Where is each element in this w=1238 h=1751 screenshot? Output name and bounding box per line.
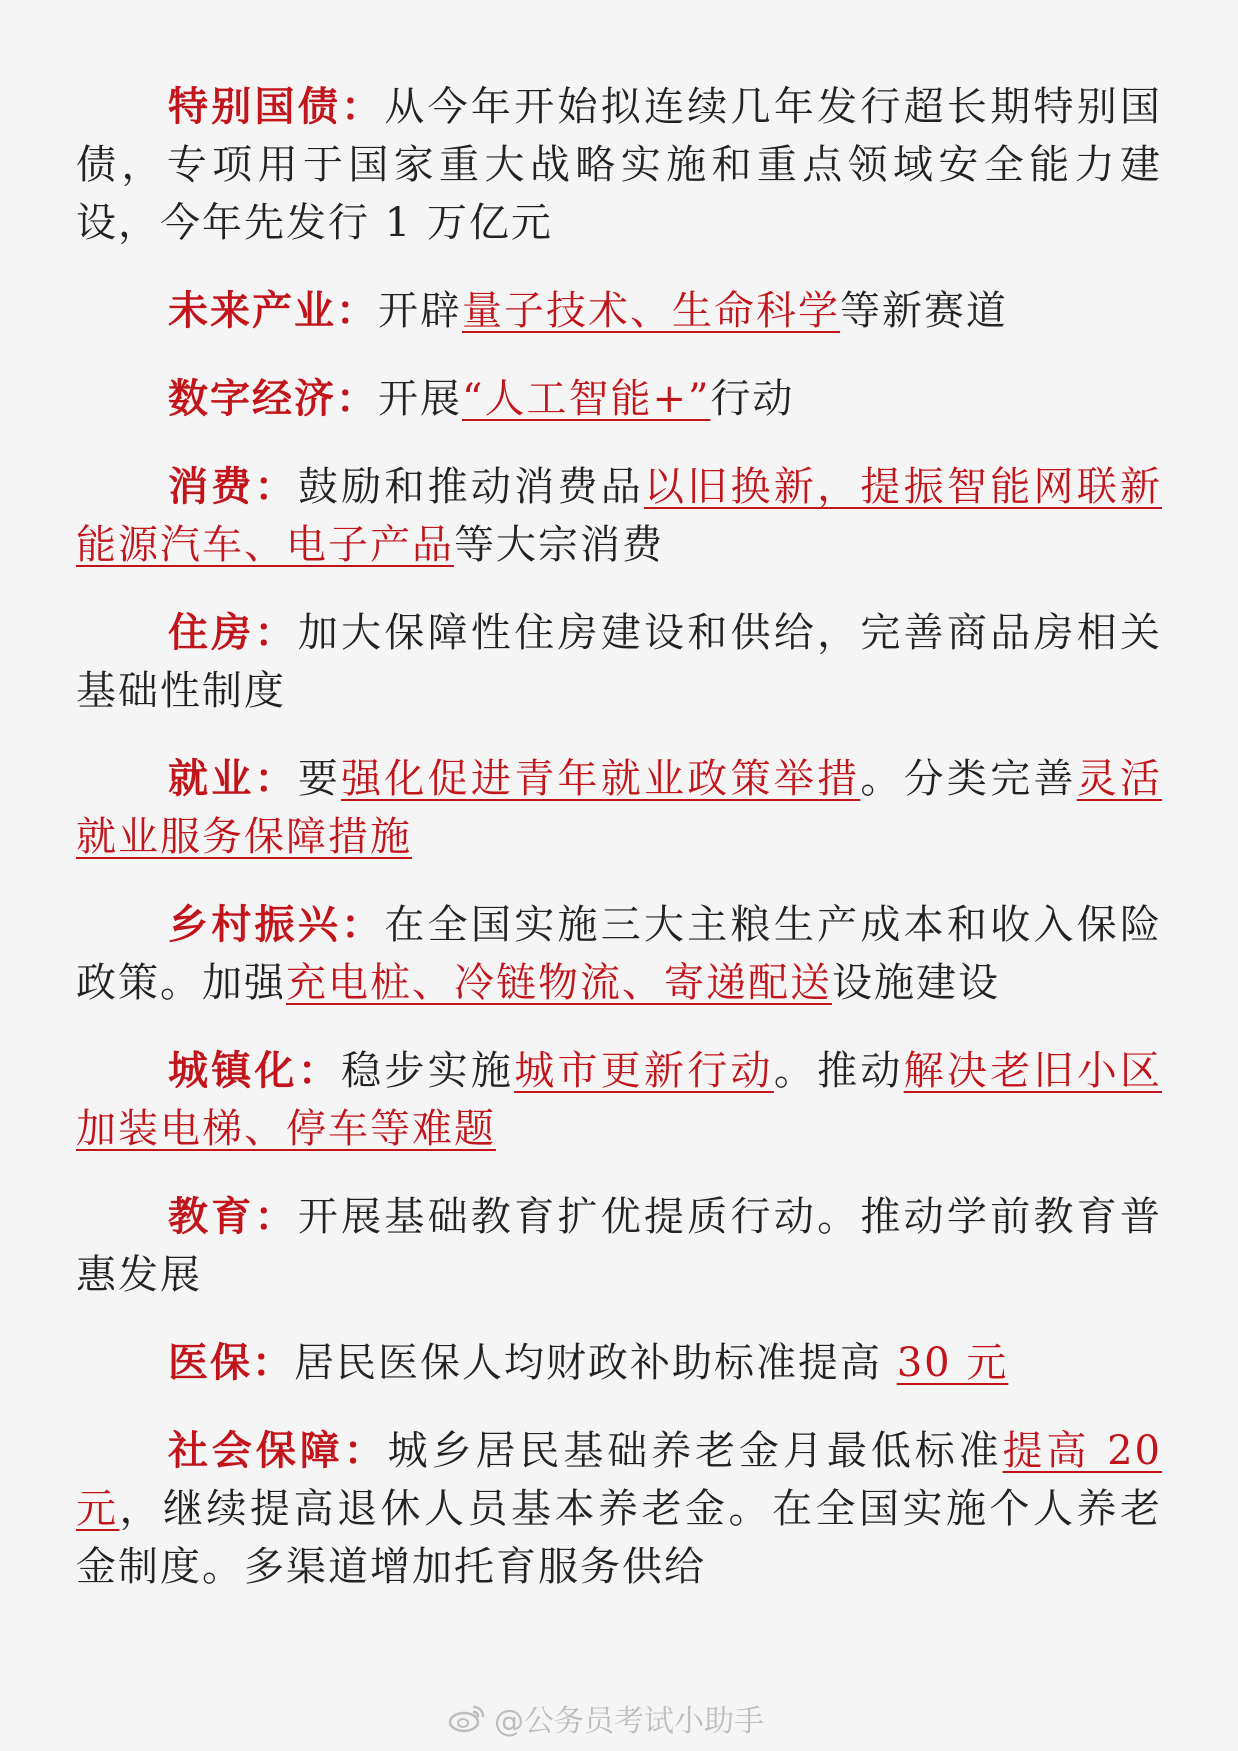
item-housing	[76, 604, 1162, 720]
item-label: 医保：	[168, 1340, 294, 1386]
item-text: 城乡居民基础养老金月最低标准	[387, 1428, 1003, 1474]
item-digital-economy	[76, 370, 1162, 428]
item-label: 特别国债：	[168, 84, 385, 130]
item-highlight: 量子技术、生命科学	[462, 288, 840, 334]
item-text: 。推动	[773, 1048, 904, 1094]
item-text: 行动	[710, 376, 795, 422]
item-highlight: 城市更新行动	[514, 1048, 774, 1094]
item-label: 数字经济：	[168, 376, 378, 422]
item-label: 未来产业：	[168, 288, 378, 334]
item-text: 开展	[378, 376, 462, 422]
item-medical-insurance	[76, 1334, 1162, 1392]
item-label: 乡村振兴：	[168, 902, 385, 948]
item-text: 从今年开始拟连续几年发行超长期特别国债，专项用于国家重大战略实施和重点领域安全能力建设，今年先发行 1 万亿元	[76, 84, 1163, 246]
weibo-icon	[448, 1703, 486, 1733]
item-text: 稳步实施	[341, 1048, 515, 1094]
item-label: 社会保障：	[168, 1428, 388, 1474]
item-highlight: 30 元	[896, 1340, 1009, 1386]
item-special-bonds	[76, 78, 1162, 252]
item-highlight: “人工智能+”	[462, 376, 711, 422]
item-text: 。分类完善	[860, 756, 1077, 802]
item-future-industries	[76, 282, 1162, 340]
item-text: 开辟	[378, 288, 462, 334]
item-text: ，继续提高退休人员基本养老金。在全国实施个人养老金制度。多渠道增加托育服务供给	[76, 1486, 1162, 1590]
item-label: 就业：	[168, 756, 298, 802]
item-text: 鼓励和推动消费品	[297, 464, 645, 510]
item-highlight: 提高 20 元	[76, 1428, 1163, 1532]
item-text: 等新赛道	[840, 288, 1008, 334]
item-label: 住房：	[168, 610, 298, 656]
item-text: 开展基础教育扩优提质行动。推动学前教育普惠发展	[76, 1194, 1163, 1298]
item-highlight: 强化促进青年就业政策举措	[341, 756, 861, 802]
item-text: 居民医保人均财政补助标准提高	[294, 1340, 897, 1386]
item-text: 在全国实施三大主粮生产成本和收入保险政策。加强	[76, 902, 1163, 1006]
item-label: 教育：	[168, 1194, 298, 1240]
item-social-security	[76, 1422, 1162, 1596]
item-text: 要	[297, 756, 342, 802]
watermark	[448, 1700, 764, 1739]
watermark-text: @公务员考试小助手	[494, 1704, 764, 1739]
item-urbanization	[76, 1042, 1162, 1158]
item-rural-revitalization	[76, 896, 1162, 1012]
item-highlight: 解决老旧小区加装电梯、停车等难题	[76, 1048, 1163, 1152]
item-consumption	[76, 458, 1162, 574]
item-highlight: 充电桩、冷链物流、寄递配送	[286, 960, 832, 1006]
item-employment	[76, 750, 1162, 866]
item-label: 消费：	[168, 464, 298, 510]
item-education	[76, 1188, 1162, 1304]
item-highlight: 以旧换新，提振智能网联新能源汽车、电子产品	[76, 464, 1163, 568]
item-highlight: 灵活就业服务保障措施	[76, 756, 1163, 860]
item-text: 加大保障性住房建设和供给，完善商品房相关基础性制度	[76, 610, 1163, 714]
item-text: 等大宗消费	[454, 522, 664, 568]
item-label: 城镇化：	[168, 1048, 342, 1094]
item-text: 设施建设	[832, 960, 1000, 1006]
